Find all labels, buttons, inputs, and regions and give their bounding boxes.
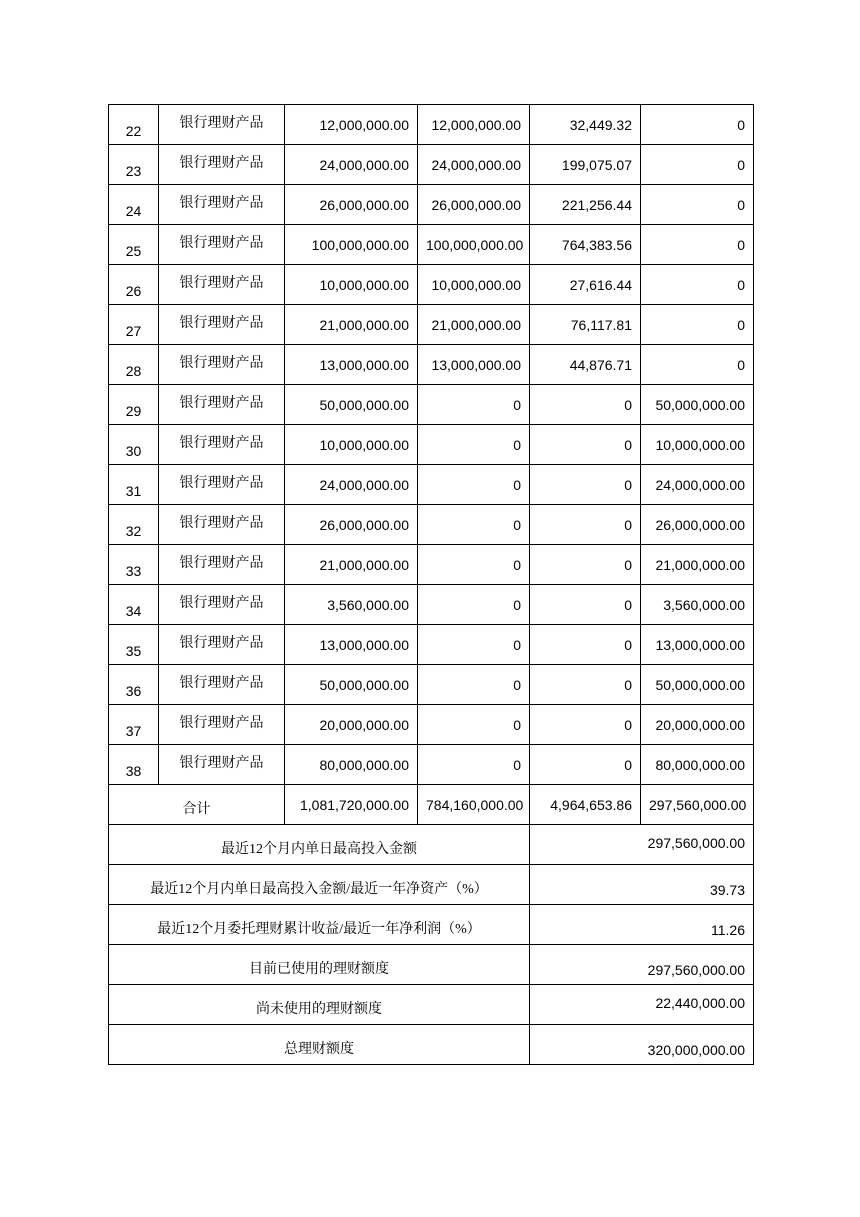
recovered-cell: 0: [418, 505, 530, 545]
summary-label: 最近12个月委托理财累计收益/最近一年净利润（%）: [109, 905, 530, 945]
amount-cell: 13,000,000.00: [285, 625, 418, 665]
amount-cell: 13,000,000.00: [285, 345, 418, 385]
table-row: [109, 385, 754, 425]
amount-cell: 80,000,000.00: [285, 745, 418, 785]
summary-row-profit-ratio: [109, 905, 754, 945]
product-name: 银行理财产品: [159, 145, 285, 185]
outstanding-cell: 26,000,000.00: [641, 505, 754, 545]
outstanding-cell: 0: [641, 145, 754, 185]
recovered-cell: 24,000,000.00: [418, 145, 530, 185]
recovered-cell: 0: [418, 745, 530, 785]
product-name: 银行理财产品: [159, 345, 285, 385]
outstanding-cell: 24,000,000.00: [641, 465, 754, 505]
summary-row-unused-quota: [109, 985, 754, 1025]
income-cell: 0: [530, 665, 641, 705]
product-name: 银行理财产品: [159, 105, 285, 145]
summary-label: 最近12个月内单日最高投入金额: [109, 825, 530, 865]
product-name: 银行理财产品: [159, 625, 285, 665]
summary-row-max-daily: [109, 825, 754, 865]
income-cell: 0: [530, 465, 641, 505]
outstanding-cell: 50,000,000.00: [641, 385, 754, 425]
amount-cell: 26,000,000.00: [285, 185, 418, 225]
income-cell: 32,449.32: [530, 105, 641, 145]
recovered-cell: 12,000,000.00: [418, 105, 530, 145]
outstanding-cell: 50,000,000.00: [641, 665, 754, 705]
income-cell: 0: [530, 745, 641, 785]
recovered-cell: 0: [418, 705, 530, 745]
amount-cell: 24,000,000.00: [285, 465, 418, 505]
total-amount: 1,081,720,000.00: [285, 785, 418, 825]
amount-cell: 100,000,000.00: [285, 225, 418, 265]
income-cell: 0: [530, 705, 641, 745]
table-row: [109, 505, 754, 545]
table-row: [109, 305, 754, 345]
outstanding-cell: 21,000,000.00: [641, 545, 754, 585]
row-number: 24: [109, 185, 159, 225]
income-cell: 199,075.07: [530, 145, 641, 185]
summary-value: 11.26: [530, 905, 754, 945]
summary-label: 尚未使用的理财额度: [109, 985, 530, 1025]
table-row: [109, 545, 754, 585]
recovered-cell: 0: [418, 545, 530, 585]
amount-cell: 20,000,000.00: [285, 705, 418, 745]
row-number: 22: [109, 105, 159, 145]
table-row: [109, 425, 754, 465]
summary-value: 39.73: [530, 865, 754, 905]
product-name: 银行理财产品: [159, 265, 285, 305]
outstanding-cell: 0: [641, 305, 754, 345]
amount-cell: 50,000,000.00: [285, 385, 418, 425]
product-name: 银行理财产品: [159, 385, 285, 425]
income-cell: 221,256.44: [530, 185, 641, 225]
summary-label: 总理财额度: [109, 1025, 530, 1065]
income-cell: 764,383.56: [530, 225, 641, 265]
outstanding-cell: 10,000,000.00: [641, 425, 754, 465]
outstanding-cell: 80,000,000.00: [641, 745, 754, 785]
table-row: [109, 225, 754, 265]
row-number: 38: [109, 745, 159, 785]
table-row: [109, 625, 754, 665]
outstanding-cell: 20,000,000.00: [641, 705, 754, 745]
row-number: 36: [109, 665, 159, 705]
income-cell: 0: [530, 625, 641, 665]
product-name: 银行理财产品: [159, 705, 285, 745]
summary-value: 22,440,000.00: [530, 985, 754, 1025]
outstanding-cell: 0: [641, 265, 754, 305]
total-outstanding: 297,560,000.00: [641, 785, 754, 825]
recovered-cell: 0: [418, 425, 530, 465]
recovered-cell: 0: [418, 625, 530, 665]
income-cell: 0: [530, 505, 641, 545]
table-row: [109, 265, 754, 305]
product-name: 银行理财产品: [159, 665, 285, 705]
product-name: 银行理财产品: [159, 425, 285, 465]
product-name: 银行理财产品: [159, 305, 285, 345]
recovered-cell: 0: [418, 385, 530, 425]
financial-products-table: [108, 104, 754, 1065]
table-row: [109, 665, 754, 705]
product-name: 银行理财产品: [159, 465, 285, 505]
summary-row-total-quota: [109, 1025, 754, 1065]
recovered-cell: 13,000,000.00: [418, 345, 530, 385]
amount-cell: 12,000,000.00: [285, 105, 418, 145]
amount-cell: 10,000,000.00: [285, 425, 418, 465]
table-row: [109, 145, 754, 185]
table-row: [109, 105, 754, 145]
total-label: 合计: [109, 785, 285, 825]
row-number: 25: [109, 225, 159, 265]
outstanding-cell: 0: [641, 225, 754, 265]
income-cell: 0: [530, 425, 641, 465]
total-row: [109, 785, 754, 825]
row-number: 27: [109, 305, 159, 345]
row-number: 23: [109, 145, 159, 185]
recovered-cell: 0: [418, 585, 530, 625]
table-row: [109, 705, 754, 745]
amount-cell: 21,000,000.00: [285, 545, 418, 585]
income-cell: 0: [530, 545, 641, 585]
income-cell: 27,616.44: [530, 265, 641, 305]
amount-cell: 24,000,000.00: [285, 145, 418, 185]
outstanding-cell: 0: [641, 345, 754, 385]
row-number: 30: [109, 425, 159, 465]
recovered-cell: 100,000,000.00: [418, 225, 530, 265]
row-number: 33: [109, 545, 159, 585]
row-number: 37: [109, 705, 159, 745]
summary-label: 目前已使用的理财额度: [109, 945, 530, 985]
amount-cell: 26,000,000.00: [285, 505, 418, 545]
outstanding-cell: 0: [641, 185, 754, 225]
recovered-cell: 0: [418, 665, 530, 705]
row-number: 28: [109, 345, 159, 385]
summary-value: 297,560,000.00: [530, 945, 754, 985]
recovered-cell: 0: [418, 465, 530, 505]
income-cell: 76,117.81: [530, 305, 641, 345]
row-number: 32: [109, 505, 159, 545]
summary-value: 297,560,000.00: [530, 825, 754, 865]
product-name: 银行理财产品: [159, 545, 285, 585]
table-row: [109, 185, 754, 225]
amount-cell: 50,000,000.00: [285, 665, 418, 705]
row-number: 35: [109, 625, 159, 665]
table-body: [109, 105, 754, 1065]
product-name: 银行理财产品: [159, 185, 285, 225]
row-number: 31: [109, 465, 159, 505]
summary-value: 320,000,000.00: [530, 1025, 754, 1065]
outstanding-cell: 0: [641, 105, 754, 145]
total-recovered: 784,160,000.00: [418, 785, 530, 825]
product-name: 银行理财产品: [159, 505, 285, 545]
product-name: 银行理财产品: [159, 585, 285, 625]
row-number: 29: [109, 385, 159, 425]
outstanding-cell: 3,560,000.00: [641, 585, 754, 625]
summary-label: 最近12个月内单日最高投入金额/最近一年净资产（%）: [109, 865, 530, 905]
outstanding-cell: 13,000,000.00: [641, 625, 754, 665]
table-row: [109, 465, 754, 505]
total-income: 4,964,653.86: [530, 785, 641, 825]
table-row: [109, 345, 754, 385]
row-number: 34: [109, 585, 159, 625]
table-row: [109, 745, 754, 785]
amount-cell: 10,000,000.00: [285, 265, 418, 305]
recovered-cell: 26,000,000.00: [418, 185, 530, 225]
summary-row-net-assets-ratio: [109, 865, 754, 905]
summary-row-used-quota: [109, 945, 754, 985]
amount-cell: 21,000,000.00: [285, 305, 418, 345]
product-name: 银行理财产品: [159, 745, 285, 785]
recovered-cell: 10,000,000.00: [418, 265, 530, 305]
income-cell: 0: [530, 385, 641, 425]
income-cell: 44,876.71: [530, 345, 641, 385]
recovered-cell: 21,000,000.00: [418, 305, 530, 345]
amount-cell: 3,560,000.00: [285, 585, 418, 625]
product-name: 银行理财产品: [159, 225, 285, 265]
income-cell: 0: [530, 585, 641, 625]
row-number: 26: [109, 265, 159, 305]
table-row: [109, 585, 754, 625]
